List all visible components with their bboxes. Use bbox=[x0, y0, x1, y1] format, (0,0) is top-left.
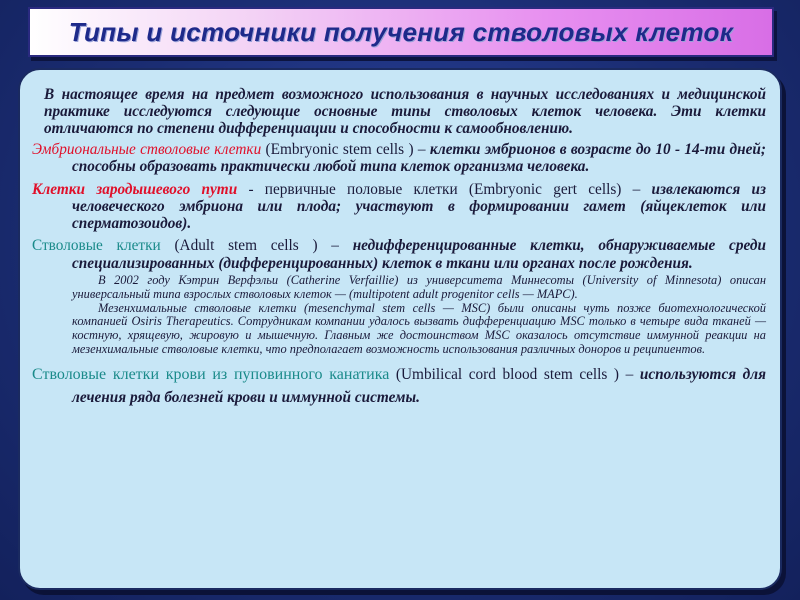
note-msc: Мезенхимальные стволовые клетки (mesenchymal stem cells — MSC) были описаны чуть позже биотехнологической компанией Osiris Therapeutics. Сотрудникам компании удалось вызвать дифференциацию MSC только в четыре вида тканей — костную, хрящевую, жировую и мышечную. Главным же достоинством MSC оказалось отсутствие иммунной реакции на мезенхимальные стволовые клетки, что предполагает возможность использования различных доноров и реципиентов. bbox=[72, 300, 766, 357]
english-cord-blood: (Umbilical cord blood stem cells ) – bbox=[389, 365, 640, 383]
term-germline: Клетки зародышевого пути bbox=[32, 180, 238, 198]
text-adult: недифференцированные клетки, обнаруживаемые среди специализированных (дифференцированных) клеток в ткани или органах после рождения. bbox=[72, 237, 767, 272]
content-box bbox=[18, 68, 782, 590]
text-cord-blood: используются для лечения ряда болезней крови и иммунной системы. bbox=[72, 365, 766, 406]
term-embryonic: Эмбриональные стволовые клетки bbox=[32, 141, 262, 158]
list-item-cord-blood bbox=[32, 363, 766, 409]
list-item-germline bbox=[32, 181, 766, 233]
term-cord-blood: Стволовые клетки крови из пуповинного канатика bbox=[32, 365, 390, 383]
slide-title: Типы и источники получения стволовых клеток bbox=[68, 16, 734, 47]
list-item-adult bbox=[32, 237, 766, 272]
text-germline: извлекаются из человеческого эмбриона или плода; участвуют в формировании гамет (яйцеклеток или сперматозоидов). bbox=[72, 180, 766, 233]
intro-paragraph: В настоящее время на предмет возможного использования в научных исследованиях и медицинской практике исследуются следующие основные типы стволовых клеток человека. Эти клетки отличаются по степени дифференциации и способности к самообновлению. bbox=[44, 86, 766, 137]
english-embryonic: (Embryonic stem cells ) – bbox=[261, 141, 430, 158]
slide-title-bar bbox=[28, 7, 774, 57]
term-adult: Стволовые клетки bbox=[32, 237, 161, 255]
note-mapc: В 2002 году Кэтрин Верфэльи (Catherine Verfaillie) из университета Миннесоты (University of Minnesota) описан универсальный типа взрослых стволовых клеток — (multipotent adult progenitor cells — MAPC). bbox=[72, 273, 766, 301]
text-embryonic: клетки эмбрионов в возрасте до 10 - 14-ти дней; способны образовать практически любой типа клеток организма человека. bbox=[72, 141, 766, 176]
english-adult: (Adult stem cells ) – bbox=[160, 237, 353, 255]
english-germline: - первичные половые клетки (Embryonic gert cells) – bbox=[237, 180, 652, 198]
list-item-embryonic bbox=[32, 141, 766, 176]
